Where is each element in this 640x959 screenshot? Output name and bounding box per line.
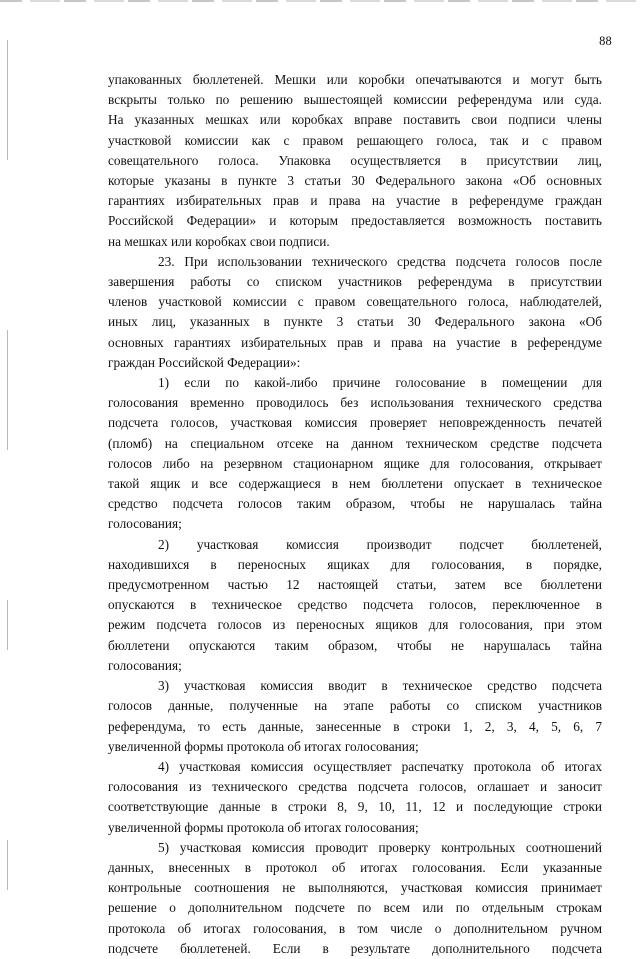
text-line: голосования из технического средства подсчета голосов, оглашает и заносит bbox=[108, 779, 602, 795]
text-line: увеличенной формы протокола об итогах голосования; bbox=[108, 819, 419, 835]
text-line: данных, внесенных в протокол об итогах голосования. Если указанные bbox=[108, 859, 602, 875]
text-line: средство подсчета голосов таким образом, чтобы не нарушалась тайна bbox=[108, 496, 602, 512]
text-line: 4) участковая комиссия осуществляет распечатку протокола об итогах bbox=[158, 758, 602, 774]
text-line: голосования; bbox=[108, 516, 182, 532]
scan-left-mark bbox=[7, 40, 8, 160]
text-line: на мешках или коробках свои подписи. bbox=[108, 233, 330, 249]
text-line: соответствующие данные в строки 8, 9, 10, 11, 12 и последующие строки bbox=[108, 799, 602, 815]
text-line: На указанных мешках или коробках вправе поставить свои подписи члены bbox=[108, 112, 602, 128]
text-line: завершения работы со списком участников референдума в присутствии bbox=[108, 274, 602, 290]
text-line: упакованных бюллетеней. Мешки или коробки опечатываются и могут быть bbox=[108, 72, 602, 87]
text-line: которые указаны в пункте 3 статьи 30 Федерального закона «Об основных bbox=[108, 173, 602, 189]
text-line: такой ящик и все содержащиеся в нем бюллетени опускает в техническое bbox=[108, 476, 602, 492]
text-line: 1) если по какой-либо причине голосование в помещении для bbox=[158, 375, 602, 391]
scan-top-edge bbox=[0, 0, 640, 2]
text-line: режим подсчета голосов из переносных ящиков для голосования, при этом bbox=[108, 617, 602, 633]
text-line: 23. При использовании технического средства подсчета голосов после bbox=[158, 253, 602, 269]
text-line: контрольные соотношения не выполняются, участковая комиссия принимает bbox=[108, 880, 602, 896]
text-line: Российской Федерации» и которым предоставляется возможность поставить bbox=[108, 213, 602, 229]
text-line: опускаются в техническое средство подсчета голосов, переключенное в bbox=[108, 597, 602, 613]
text-line: протокола об итогах голосования, в том числе о дополнительном ручном bbox=[108, 920, 602, 936]
text-line: граждан Российской Федерации»: bbox=[108, 354, 301, 370]
text-line: 2) участковая комиссия производит подсчет бюллетеней, bbox=[158, 536, 602, 552]
text-line: совещательного голоса. Упаковка осуществляется в присутствии лиц, bbox=[108, 152, 602, 168]
scan-left-mark bbox=[7, 840, 8, 890]
text-line: увеличенной формы протокола об итогах голосования; bbox=[108, 738, 419, 754]
text-line: подсчете бюллетеней. Если в результате дополнительного подсчета bbox=[108, 940, 602, 956]
scan-left-mark bbox=[7, 330, 8, 450]
text-line: голосования; bbox=[108, 657, 182, 673]
text-line: членов участковой комиссии с правом совещательного голоса, наблюдателей, bbox=[108, 294, 602, 310]
text-line: бюллетени опускаются таким образом, чтобы не нарушалась тайна bbox=[108, 637, 602, 653]
text-line: (пломб) на специальном отсеке на данном техническом средстве подсчета bbox=[108, 435, 602, 451]
text-line: предусмотренном частью 12 настоящей статьи, затем все бюллетени bbox=[108, 577, 602, 593]
text-line: иных лиц, указанных в пункте 3 статьи 30 Федерального закона «Об bbox=[108, 314, 602, 330]
text-line: голосов либо на резервном стационарном ящике для голосования, открывает bbox=[108, 455, 602, 471]
text-line: подсчета голосов, участковая комиссия проверяет неповрежденность печатей bbox=[108, 415, 602, 431]
page-number: 88 bbox=[599, 34, 612, 48]
text-line: 5) участковая комиссия проводит проверку контрольных соотношений bbox=[158, 839, 602, 855]
text-line: вскрыты только по решению вышестоящей комиссии референдума или суда. bbox=[108, 92, 602, 108]
text-line: находившихся в переносных ящиках для голосования, в порядке, bbox=[108, 556, 602, 572]
text-line: участковой комиссии как с правом решающего голоса, так и с правом bbox=[108, 132, 602, 148]
text-line: основных гарантиях избирательных прав и права на участие в референдуме bbox=[108, 334, 602, 350]
text-line: 3) участковая комиссия вводит в техническое средство подсчета bbox=[158, 678, 602, 694]
text-line: референдума, то есть данные, занесенные в строки 1, 2, 3, 4, 5, 6, 7 bbox=[108, 718, 602, 734]
document-body bbox=[108, 70, 602, 959]
text-line: голосования временно проводилось без использования технического средства bbox=[108, 395, 602, 411]
text-line: голосов данные, полученные на этапе работы со списком участников bbox=[108, 698, 602, 714]
text-line: гарантиях избирательных прав и права на участие в референдуме граждан bbox=[108, 193, 602, 209]
scan-left-mark bbox=[7, 600, 8, 650]
text-line: решение о дополнительном подсчете по всем или по отдельным строкам bbox=[108, 900, 602, 916]
